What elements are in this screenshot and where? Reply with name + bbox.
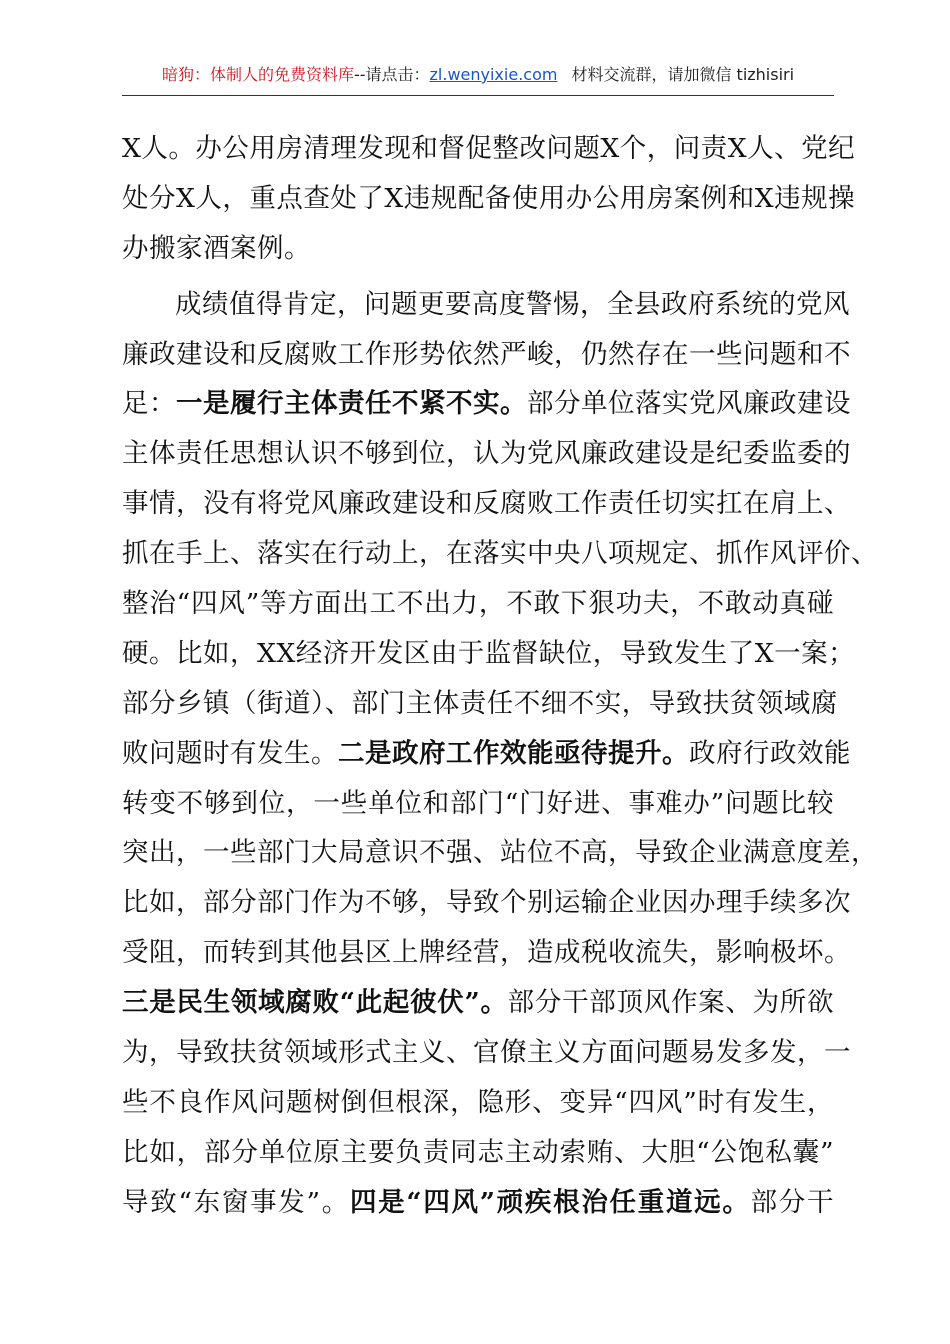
text-line: 事情，没有将党风廉政建设和反腐败工作责任切实扛在肩上、 bbox=[122, 488, 851, 520]
text-line: 突出，一些部门大局意识不强、站位不高，导致企业满意度差， bbox=[122, 837, 878, 869]
text-line bbox=[122, 729, 851, 779]
site-label: 暗狗：体制人的免费资料库 bbox=[161, 65, 354, 84]
text-run: 部分干部顶风作案、为所欲 bbox=[507, 987, 834, 1019]
text-line: 廉政建设和反腐败工作形势依然严峻，仍然存在一些问题和不 bbox=[122, 338, 851, 370]
text-line: 成绩值得肯定，问题更要高度警惕，全县政府系统的党风 bbox=[175, 288, 850, 320]
text-line: 部分乡镇（街道）、部门主体责任不细不实，导致扶贫领域腐 bbox=[122, 687, 838, 719]
text-line: 比如，部分单位原主要负责同志主动索贿、大胆“公饱私囊” bbox=[122, 1136, 834, 1168]
text-line: 转变不够到位，一些单位和部门“门好进、事难办”问题比较 bbox=[122, 787, 834, 819]
bold-point-3: 三是民生领域腐败“此起彼伏”。 bbox=[122, 987, 508, 1019]
click-prefix: --请点击： bbox=[353, 65, 430, 84]
text-line: 比如，部分部门作为不够，导致个别运输企业因办理手续多次 bbox=[122, 887, 851, 919]
paragraph-2 bbox=[122, 280, 878, 1228]
paragraph-1 bbox=[122, 124, 856, 274]
text-run: 败问题时有发生。 bbox=[122, 737, 338, 769]
text-line: 整治“四风”等方面出工不出力，不敢下狠功夫，不敢动真碰 bbox=[122, 588, 834, 620]
text-line: 办搬家酒案例。 bbox=[122, 232, 311, 264]
text-line: 些不良作风问题树倒但根深，隐形、变异“四风”时有发生， bbox=[122, 1086, 834, 1118]
text-line: X人。办公用房清理发现和督促整改问题X个，问责X人、党纪 bbox=[122, 133, 856, 164]
page-header bbox=[122, 62, 834, 88]
text-run: 政府行政效能 bbox=[689, 737, 851, 769]
contact-text: 材料交流群，请加微信 tizhisiri bbox=[571, 65, 795, 84]
text-run: 部分单位落实党风廉政建设 bbox=[527, 388, 851, 420]
header-divider bbox=[122, 95, 834, 96]
text-line: 受阻，而转到其他县区上牌经营，造成税收流失，影响极坏。 bbox=[122, 937, 851, 969]
text-line: 主体责任思想认识不够到位，认为党风廉政建设是纪委监委的 bbox=[122, 438, 851, 470]
text-line: 硬。比如，XX经济开发区由于监督缺位，导致发生了X一案； bbox=[122, 637, 856, 669]
text-line bbox=[122, 1178, 834, 1228]
text-line: 抓在手上、落实在行动上，在落实中央八项规定、抓作风评价、 bbox=[122, 538, 878, 570]
text-run: 部分干 bbox=[750, 1186, 834, 1218]
text-run: 足： bbox=[122, 388, 176, 420]
text-line bbox=[122, 978, 834, 1028]
bold-point-2: 二是政府工作效能亟待提升。 bbox=[338, 737, 689, 769]
website-link[interactable]: zl.wenyixie.com bbox=[429, 65, 558, 84]
text-run: 导致“东窗事发”。 bbox=[122, 1186, 350, 1218]
bold-point-1: 一是履行主体责任不紧不实。 bbox=[176, 388, 527, 420]
text-line: 处分X人，重点查处了X违规配备使用办公用房案例和X违规操 bbox=[122, 182, 856, 214]
document-body bbox=[122, 124, 878, 1228]
text-line bbox=[122, 379, 851, 429]
text-line: 为，导致扶贫领域形式主义、官僚主义方面问题易发多发，一 bbox=[122, 1037, 851, 1069]
bold-point-4: 四是“四风”顽疾根治任重道远。 bbox=[349, 1186, 751, 1218]
